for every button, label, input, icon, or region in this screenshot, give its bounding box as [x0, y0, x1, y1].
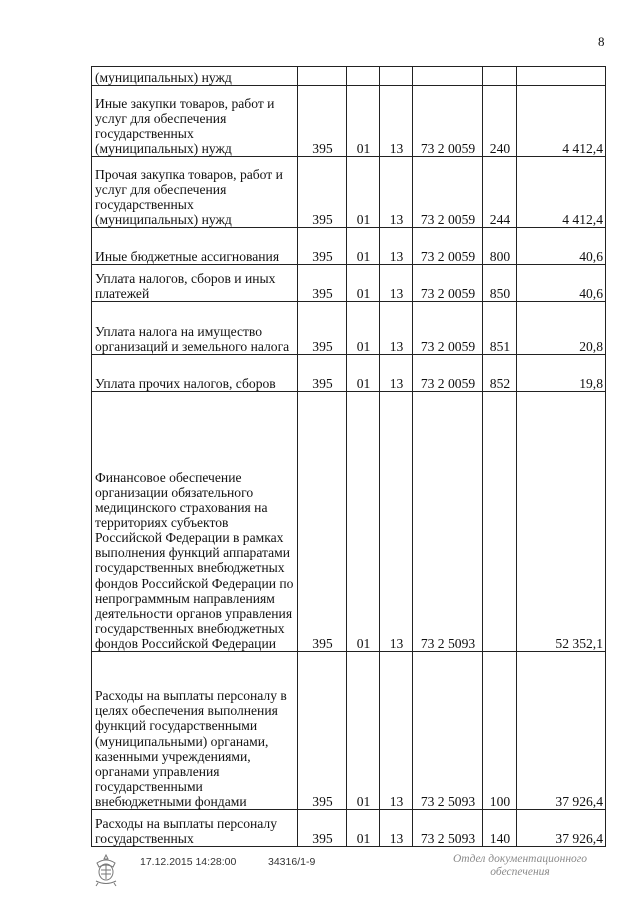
expense-name-cell: Иные закупки товаров, работ и услуг для обеспечения государственных (муниципальных) нужд: [92, 86, 298, 157]
expense-type-cell: 800: [483, 228, 517, 265]
podrazdel-cell: 13: [380, 810, 413, 847]
amount-cell: 4 412,4: [517, 157, 606, 228]
podrazdel-cell: 13: [380, 157, 413, 228]
target-article-cell: 73 2 0059: [413, 86, 483, 157]
podrazdel-cell: [380, 67, 413, 86]
table-row: [92, 228, 606, 265]
podrazdel-cell: 13: [380, 302, 413, 355]
expense-type-cell: [483, 67, 517, 86]
vedomstvo-cell: 395: [298, 355, 347, 392]
expense-name-cell: Расходы на выплаты персоналу государственных: [92, 810, 298, 847]
razdel-cell: 01: [347, 810, 380, 847]
department-stamp: Отдел документационного обеспечения: [452, 853, 588, 878]
target-article-cell: 73 2 0059: [413, 157, 483, 228]
budget-table: [91, 66, 606, 847]
target-article-cell: 73 2 5093: [413, 392, 483, 652]
podrazdel-cell: 13: [380, 228, 413, 265]
amount-cell: 52 352,1: [517, 392, 606, 652]
amount-cell: 40,6: [517, 228, 606, 265]
expense-type-cell: 850: [483, 265, 517, 302]
expense-name-cell: Уплата налога на имущество организаций и земельного налога: [92, 302, 298, 355]
page-footer: [0, 853, 640, 905]
razdel-cell: 01: [347, 86, 380, 157]
table-row: [92, 810, 606, 847]
target-article-cell: 73 2 0059: [413, 302, 483, 355]
vedomstvo-cell: 395: [298, 302, 347, 355]
vedomstvo-cell: 395: [298, 810, 347, 847]
table-row: [92, 157, 606, 228]
emblem-icon: [91, 853, 121, 887]
podrazdel-cell: 13: [380, 86, 413, 157]
vedomstvo-cell: 395: [298, 157, 347, 228]
target-article-cell: 73 2 0059: [413, 265, 483, 302]
expense-name-cell: Финансовое обеспечение организации обязательного медицинского страхования на территориях субъектов Российской Федерации в рамках выполнения функций аппаратами государственных внебюджетных фондов Российской Федерации по непрограммным направлениям деятельности органов управления государственных внебюджетных фондов Российской Федерации: [92, 392, 298, 652]
podrazdel-cell: 13: [380, 265, 413, 302]
razdel-cell: 01: [347, 302, 380, 355]
amount-cell: 40,6: [517, 265, 606, 302]
amount-cell: 20,8: [517, 302, 606, 355]
expense-name-cell: Уплата прочих налогов, сборов: [92, 355, 298, 392]
table-row: [92, 67, 606, 86]
expense-name-cell: Иные бюджетные ассигнования: [92, 228, 298, 265]
target-article-cell: 73 2 5093: [413, 652, 483, 810]
expense-type-cell: 851: [483, 302, 517, 355]
razdel-cell: [347, 67, 380, 86]
table-row: [92, 652, 606, 810]
vedomstvo-cell: 395: [298, 265, 347, 302]
expense-type-cell: 852: [483, 355, 517, 392]
amount-cell: [517, 67, 606, 86]
razdel-cell: 01: [347, 157, 380, 228]
expense-name-cell: (муниципальных) нужд: [92, 67, 298, 86]
amount-cell: 37 926,4: [517, 652, 606, 810]
amount-cell: 19,8: [517, 355, 606, 392]
vedomstvo-cell: 395: [298, 652, 347, 810]
table-row: [92, 355, 606, 392]
target-article-cell: [413, 67, 483, 86]
expense-name-cell: Расходы на выплаты персоналу в целях обеспечения выполнения функций государственными (муниципальными) органами, казенными учреждениями, органами управления государственными внебюджетными фондами: [92, 652, 298, 810]
table-row: [92, 302, 606, 355]
expense-name-cell: Уплата налогов, сборов и иных платежей: [92, 265, 298, 302]
razdel-cell: 01: [347, 652, 380, 810]
razdel-cell: 01: [347, 228, 380, 265]
expense-type-cell: 244: [483, 157, 517, 228]
razdel-cell: 01: [347, 265, 380, 302]
expense-name-cell: Прочая закупка товаров, работ и услуг для обеспечения государственных (муниципальных) нужд: [92, 157, 298, 228]
target-article-cell: 73 2 5093: [413, 810, 483, 847]
expense-type-cell: 140: [483, 810, 517, 847]
amount-cell: 4 412,4: [517, 86, 606, 157]
razdel-cell: 01: [347, 355, 380, 392]
podrazdel-cell: 13: [380, 355, 413, 392]
podrazdel-cell: 13: [380, 652, 413, 810]
vedomstvo-cell: 395: [298, 392, 347, 652]
podrazdel-cell: 13: [380, 392, 413, 652]
table-row: [92, 392, 606, 652]
page-number: 8: [598, 34, 605, 49]
table-row: [92, 86, 606, 157]
vedomstvo-cell: 395: [298, 228, 347, 265]
expense-type-cell: [483, 392, 517, 652]
razdel-cell: 01: [347, 392, 380, 652]
vedomstvo-cell: 395: [298, 86, 347, 157]
document-code: 34316/1-9: [268, 856, 316, 868]
table-row: [92, 265, 606, 302]
print-datetime: 17.12.2015 14:28:00: [140, 856, 237, 868]
expense-type-cell: 240: [483, 86, 517, 157]
target-article-cell: 73 2 0059: [413, 355, 483, 392]
vedomstvo-cell: [298, 67, 347, 86]
expense-type-cell: 100: [483, 652, 517, 810]
target-article-cell: 73 2 0059: [413, 228, 483, 265]
amount-cell: 37 926,4: [517, 810, 606, 847]
